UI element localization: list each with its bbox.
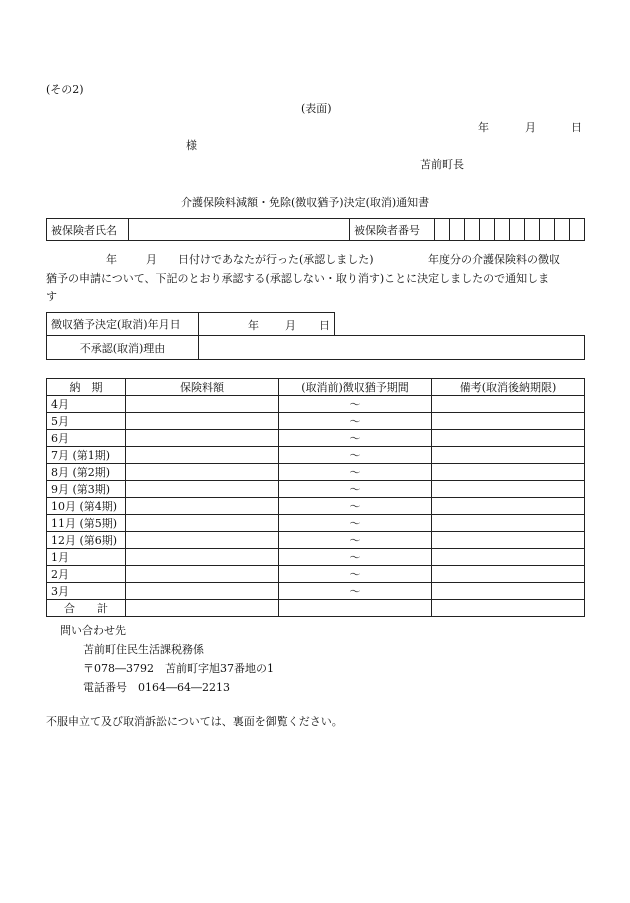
table-row — [47, 515, 585, 532]
recipient-honorific: 様 — [186, 139, 197, 152]
decision-date-label: 徴収猶予決定(取消)年月日 — [47, 313, 199, 336]
total-cell — [279, 600, 432, 617]
insured-number-label: 被保険者番号 — [350, 219, 435, 241]
header-premium-amount: 保険料額 — [126, 379, 279, 396]
premium-amount-cell — [126, 430, 279, 447]
deferral-period-cell: ～ — [279, 396, 432, 413]
table-row — [47, 498, 585, 515]
premium-amount-cell — [126, 481, 279, 498]
body-line1-end: 年度分の介護保険料の徴収 — [428, 253, 560, 266]
due-month-label: 11月 (第5期) — [47, 515, 126, 532]
date-month: 月 — [525, 121, 536, 134]
remarks-cell — [432, 481, 585, 498]
premium-amount-cell — [126, 447, 279, 464]
deferral-period-cell: ～ — [279, 566, 432, 583]
header-remarks: 備考(取消後納期限) — [432, 379, 585, 396]
decision-month: 月 — [285, 319, 296, 332]
contact-address: 〒078―3792 苫前町字旭37番地の1 — [83, 662, 274, 675]
decision-table — [46, 312, 585, 360]
remarks-cell — [432, 447, 585, 464]
insured-info-table — [46, 218, 585, 241]
deferral-period-cell: ～ — [279, 549, 432, 566]
reason-label: 不承認(取消)理由 — [47, 336, 199, 360]
decision-year: 年 — [248, 319, 259, 332]
deferral-period-cell: ～ — [279, 464, 432, 481]
premium-amount-cell — [126, 532, 279, 549]
table-row — [47, 396, 585, 413]
total-row — [47, 600, 585, 617]
remarks-cell — [432, 498, 585, 515]
number-digit-box — [570, 219, 585, 241]
number-digit-box — [540, 219, 555, 241]
premium-amount-cell — [126, 549, 279, 566]
deferral-period-cell: ～ — [279, 532, 432, 549]
header-due-period: 納 期 — [47, 379, 126, 396]
contact-department: 苫前町住民生活課税務係 — [83, 643, 204, 656]
document-title: 介護保険料減額・免除(徴収猶予)決定(取消)通知書 — [181, 196, 430, 209]
deferral-period-cell: ～ — [279, 447, 432, 464]
due-month-label: 6月 — [47, 430, 126, 447]
date-year: 年 — [478, 121, 489, 134]
number-digit-box — [495, 219, 510, 241]
remarks-cell — [432, 566, 585, 583]
due-month-label: 7月 (第1期) — [47, 447, 126, 464]
header-deferral-period: (取消前)徴収猶予期間 — [279, 379, 432, 396]
remarks-cell — [432, 515, 585, 532]
remarks-cell — [432, 549, 585, 566]
remarks-cell — [432, 532, 585, 549]
due-month-label: 2月 — [47, 566, 126, 583]
table-row — [47, 430, 585, 447]
remarks-cell — [432, 413, 585, 430]
body-line1-mid: 日付けであなたが行った(承認しました) — [178, 253, 374, 266]
remarks-cell — [432, 464, 585, 481]
body-line3: す — [46, 290, 57, 303]
reason-value — [199, 336, 585, 360]
number-digit-box — [525, 219, 540, 241]
premium-amount-cell — [126, 464, 279, 481]
number-digit-box — [465, 219, 480, 241]
body-year: 年 — [106, 253, 117, 266]
premium-amount-cell — [126, 413, 279, 430]
due-month-label: 5月 — [47, 413, 126, 430]
insured-name-value — [129, 219, 350, 241]
number-digit-box — [510, 219, 525, 241]
table-row — [47, 583, 585, 600]
number-digit-box — [435, 219, 450, 241]
schedule-header-row — [47, 379, 585, 396]
premium-amount-cell — [126, 396, 279, 413]
date-day: 日 — [571, 121, 582, 134]
table-row — [47, 566, 585, 583]
table-row — [47, 549, 585, 566]
table-row — [47, 532, 585, 549]
insured-name-label: 被保険者氏名 — [47, 219, 129, 241]
total-cell — [432, 600, 585, 617]
number-digit-box — [450, 219, 465, 241]
decision-day: 日 — [319, 319, 330, 332]
due-month-label: 12月 (第6期) — [47, 532, 126, 549]
form-number: (その2) — [46, 83, 84, 96]
remarks-cell — [432, 583, 585, 600]
premium-amount-cell — [126, 583, 279, 600]
table-row — [47, 447, 585, 464]
deferral-period-cell: ～ — [279, 430, 432, 447]
deferral-period-cell: ～ — [279, 498, 432, 515]
number-digit-box — [555, 219, 570, 241]
decision-date-value — [199, 313, 335, 336]
issuer-name: 苫前町長 — [420, 158, 464, 171]
contact-heading: 問い合わせ先 — [60, 624, 126, 637]
due-month-label: 3月 — [47, 583, 126, 600]
total-cell — [126, 600, 279, 617]
total-label: 合 計 — [47, 600, 126, 617]
deferral-period-cell: ～ — [279, 481, 432, 498]
contact-phone: 電話番号 0164―64―2213 — [83, 681, 230, 694]
remarks-cell — [432, 396, 585, 413]
decision-blank — [335, 313, 585, 336]
table-row — [47, 464, 585, 481]
premium-amount-cell — [126, 566, 279, 583]
premium-amount-cell — [126, 515, 279, 532]
body-month: 月 — [146, 253, 157, 266]
remarks-cell — [432, 430, 585, 447]
body-line2: 猶予の申請について、下記のとおり承認する(承認しない・取り消す)ことに決定しましたので通知しま — [46, 272, 550, 285]
schedule-table — [46, 378, 585, 617]
due-month-label: 8月 (第2期) — [47, 464, 126, 481]
due-month-label: 1月 — [47, 549, 126, 566]
deferral-period-cell: ～ — [279, 515, 432, 532]
appeal-note: 不服申立て及び取消訴訟については、裏面を御覧ください。 — [46, 715, 343, 728]
side-label: (表面) — [301, 102, 332, 115]
due-month-label: 10月 (第4期) — [47, 498, 126, 515]
table-row — [47, 413, 585, 430]
number-digit-box — [480, 219, 495, 241]
deferral-period-cell: ～ — [279, 583, 432, 600]
due-month-label: 4月 — [47, 396, 126, 413]
premium-amount-cell — [126, 498, 279, 515]
table-row — [47, 481, 585, 498]
deferral-period-cell: ～ — [279, 413, 432, 430]
due-month-label: 9月 (第3期) — [47, 481, 126, 498]
